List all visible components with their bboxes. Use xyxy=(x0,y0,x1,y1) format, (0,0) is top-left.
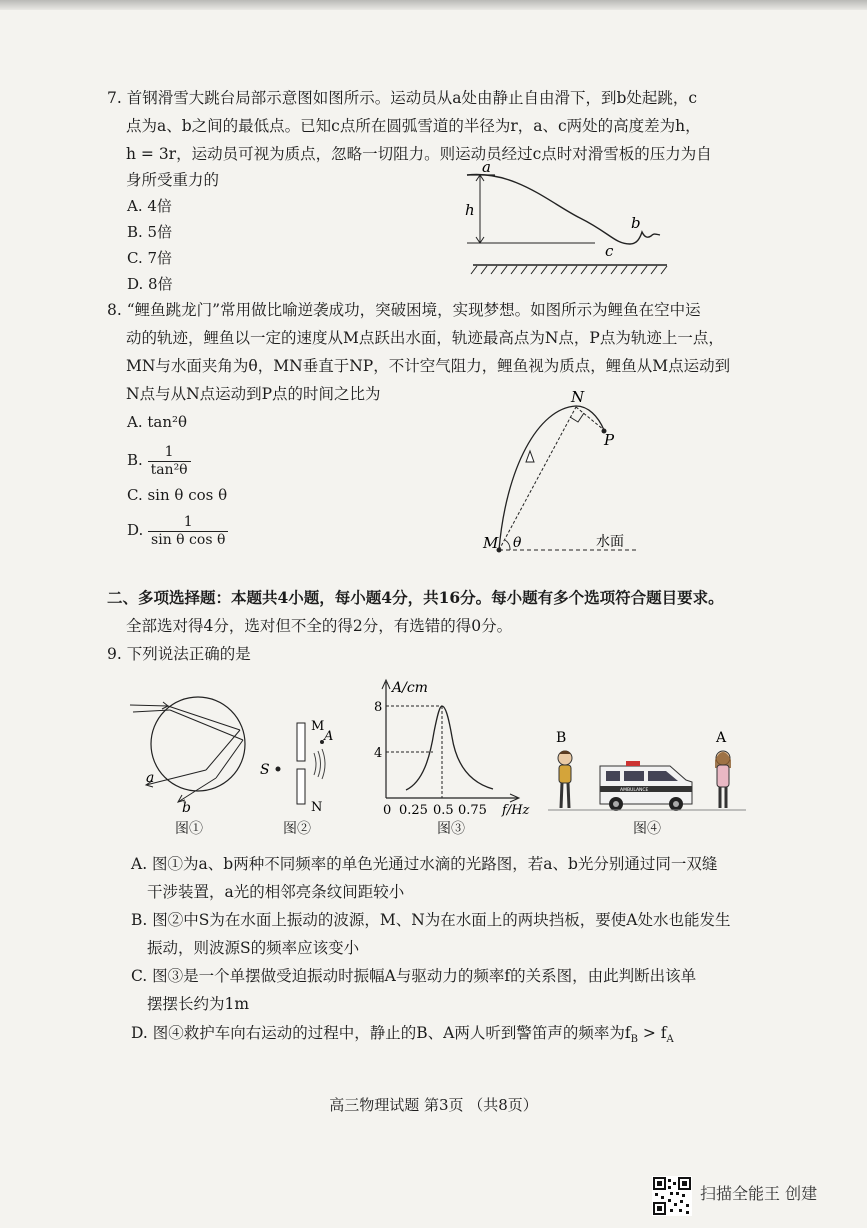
q9-option-c-line-2: 摆摆长约为1m xyxy=(147,995,250,1013)
fig2-label-a: A xyxy=(324,729,334,744)
van-text: AMBULANCE xyxy=(620,788,649,793)
person-a xyxy=(715,751,731,808)
q8-option-d-label: D. xyxy=(127,521,144,539)
scanner-watermark: 扫描全能王 创建 xyxy=(700,1184,818,1203)
q8-option-d-numerator: 1 xyxy=(148,514,228,532)
page-footer: 高三物理试题 第3页 （共8页） xyxy=(329,1096,538,1114)
label-p: P xyxy=(604,431,615,449)
person-b xyxy=(558,751,572,809)
q9-option-d xyxy=(131,1019,674,1054)
qr-code-icon xyxy=(652,1176,692,1216)
label-n: N xyxy=(571,388,585,406)
fig3-resonance-chart xyxy=(368,672,538,817)
label-a: a xyxy=(482,158,491,176)
q8-line-2: 动的轨迹，鲤鱼以一定的速度从M点跃出水面，轨迹最高点为N点，P点为轨迹上一点， xyxy=(126,329,724,347)
label-c: c xyxy=(605,242,614,260)
q8-option-c: C. sin θ cos θ xyxy=(127,486,228,504)
q7-line-2: 点为a、b之间的最低点。已知c点所在圆弧雪道的半径为r，a、c两处的高度差为h， xyxy=(126,117,701,135)
q9-option-b-line-2: 振动，则波源S的频率应该变小 xyxy=(147,939,360,957)
fig3-tick-05: 0.5 xyxy=(433,803,454,817)
fig3-tick-025: 0.25 xyxy=(399,803,428,817)
fig3-tick-075: 0.75 xyxy=(458,803,487,817)
fig4-caption: 图④ xyxy=(633,821,661,837)
q9-option-d-text: D. 图④救护车向右运动的过程中，静止的B、A两人听到警笛声的频率为f xyxy=(131,1024,631,1042)
q8-line-3: MN与水面夹角为θ，MN垂直于NP，不计空气阻力，鲤鱼视为质点，鲤鱼从M点运动到 xyxy=(126,357,731,375)
ambulance-van xyxy=(600,761,692,811)
q7-line-3: h = 3r，运动员可视为质点，忽略一切阻力。则运动员经过c点时对滑雪板的压力为自 xyxy=(126,145,712,163)
q9-option-a-line-2: 干涉装置，a光的相邻亮条纹间距较小 xyxy=(147,883,405,901)
q8-option-b xyxy=(127,442,191,479)
fig2-barrier-figure xyxy=(256,715,346,815)
section-2-instructions: 全部选对得4分，选对但不全的得2分，有选错的得0分。 xyxy=(126,617,513,635)
scan-top-edge xyxy=(0,0,867,10)
ski-jump-figure xyxy=(455,158,675,276)
q9-option-c-line-1: C. 图③是一个单摆做受迫振动时振幅A与驱动力的频率f的关系图，由此判断出该单 xyxy=(131,967,697,985)
fig1-caption: 图① xyxy=(175,821,203,837)
q8-option-d-denominator: sin θ cos θ xyxy=(151,531,226,548)
q7-line-1: 7. 首钢滑雪大跳台局部示意图如图所示。运动员从a处由静止自由滑下，到b处起跳，c xyxy=(107,89,698,107)
label-b: b xyxy=(631,214,641,232)
q9-stem: 9. 下列说法正确的是 xyxy=(107,645,251,663)
q7-line-4: 身所受重力的 xyxy=(126,171,220,189)
fig2-label-n: N xyxy=(311,800,323,815)
label-h: h xyxy=(465,201,475,219)
fig3-xlabel: f/Hz xyxy=(502,803,530,817)
label-m: M xyxy=(483,534,499,552)
label-theta: θ xyxy=(513,535,522,551)
q7-option-b: B. 5倍 xyxy=(127,223,173,241)
fig3-tick-8: 8 xyxy=(374,700,383,715)
q8-option-b-numerator: 1 xyxy=(148,444,191,462)
section-2-heading: 二、多项选择题：本题共4小题，每小题4分，共16分。每小题有多个选项符合题目要求。 xyxy=(107,588,724,607)
q8-line-4: N点与从N点运动到P点的时间之比为 xyxy=(126,385,381,403)
label-water: 水面 xyxy=(596,534,624,550)
fig2-label-s: S xyxy=(260,762,270,778)
fig3-tick-0: 0 xyxy=(383,803,392,817)
fig1-droplet-figure xyxy=(128,690,253,815)
q8-option-d-fraction xyxy=(148,514,228,549)
q7-option-d: D. 8倍 xyxy=(127,275,173,293)
q7-option-c: C. 7倍 xyxy=(127,249,173,267)
carp-trajectory-figure xyxy=(478,388,648,558)
fig3-ylabel: A/cm xyxy=(392,680,428,696)
fig4-ambulance-figure xyxy=(548,728,748,816)
q8-option-b-denominator: tan²θ xyxy=(150,461,188,478)
q8-option-a: A. tan²θ xyxy=(127,413,188,431)
fig4-label-a: A xyxy=(716,730,727,746)
q8-option-d xyxy=(127,512,228,549)
q8-line-1: 8. “鲤鱼跳龙门”常用做比喻逆袭成功，突破困境，实现梦想。如图所示为鲤鱼在空中运 xyxy=(107,301,701,319)
fig3-caption: 图③ xyxy=(437,821,465,837)
fig1-label-b: b xyxy=(182,800,191,815)
q8-option-b-label: B. xyxy=(127,451,143,469)
fig3-tick-4: 4 xyxy=(374,746,383,761)
q9-option-d-sub-b: B xyxy=(630,1034,638,1046)
q9-option-d-sub-a: A xyxy=(666,1034,674,1046)
fig2-caption: 图② xyxy=(283,821,311,837)
q7-option-a: A. 4倍 xyxy=(127,197,172,215)
q9-option-a-line-1: A. 图①为a、b两种不同频率的单色光通过水滴的光路图，若a、b光分别通过同一双缝 xyxy=(131,855,718,873)
q8-option-b-fraction xyxy=(148,444,191,479)
q9-option-b-line-1: B. 图②中S为在水面上振动的波源，M、N为在水面上的两块挡板，要使A处水也能发生 xyxy=(131,911,731,929)
fig4-label-b: B xyxy=(556,730,567,746)
fig1-label-a: a xyxy=(146,770,155,786)
fig2-label-m: M xyxy=(311,719,325,734)
q9-option-d-gt: > f xyxy=(637,1024,667,1042)
